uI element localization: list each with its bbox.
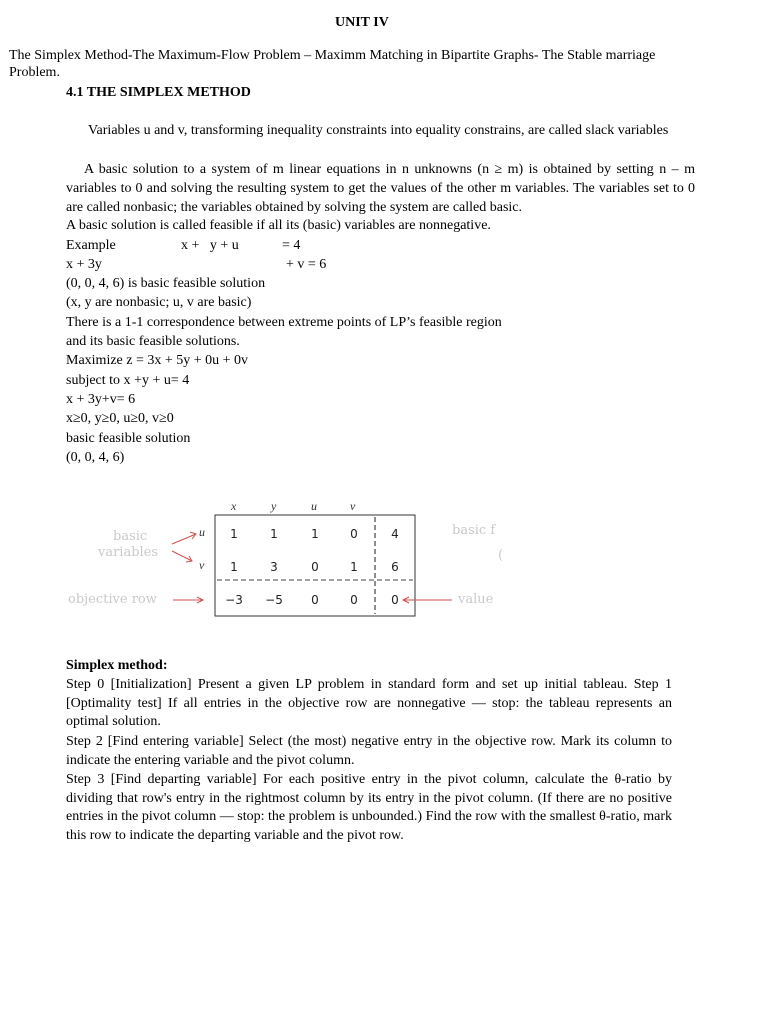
simplex-tableau-figure [60,496,510,621]
cell-obj-x: −3 [225,593,243,607]
paragraph-feasible: A basic solution is called feasible if all its (basic) variables are nonnegative. [66,218,491,233]
example-correspondence-2: and its basic feasible solutions. [66,334,240,349]
intro-paragraph: The Simplex Method-The Maximum-Flow Problem – Maximm Matching in Bipartite Graphs- The Stable marriage Problem. [9,48,656,80]
annotation-variables: variables [98,545,159,560]
example-constraint-2: x + 3y+v= 6 [66,392,136,407]
example-label: Example [66,238,116,253]
row-label-u: u [199,525,205,539]
cell-r1-rhs: 4 [391,527,399,541]
example-eq1-rhs: = 4 [282,238,301,253]
annotation-basic-feasible: basic f [452,523,496,538]
col-header-y: y [271,499,277,513]
example-nonnegativity: x≥0, y≥0, u≥0, v≥0 [66,411,174,426]
annotation-value: value [458,592,494,607]
cell-obj-u: 0 [311,593,319,607]
example-objective: Maximize z = 3x + 5y + 0u + 0v [66,353,249,368]
simplex-heading: Simplex method: [66,658,168,673]
simplex-step-2: Step 2 [Find entering variable] Select (the most) negative entry in the objective row. Mark its column to indicate the entering variable and the pivot column. [66,734,672,768]
cell-obj-v: 0 [350,593,358,607]
cell-r2-v: 1 [350,560,358,574]
col-header-x: x [231,499,237,513]
row-label-v: v [199,558,205,572]
example-correspondence-1: There is a 1-1 correspondence between extreme points of LP’s feasible region [66,315,502,330]
col-header-v: v [350,499,356,513]
cell-r2-x: 1 [230,560,238,574]
example-bfs-value: (0, 0, 4, 6) [66,450,125,465]
cell-r1-u: 1 [311,527,319,541]
cell-obj-y: −5 [265,593,283,607]
paragraph-basic-solution: A basic solution to a system of m linear equations in n unknowns (n ≥ m) is obtained by setting n – m variables to 0 and solving the resulting system to get the values of the other m variables. The variables set to 0 are called nonbasic; the variables obtained by solving the system are called basic. [66,162,695,215]
example-bfs: (0, 0, 4, 6) is basic feasible solution [66,276,266,291]
example-bfs-label: basic feasible solution [66,431,191,446]
unit-title: UNIT IV [335,15,389,30]
simplex-step-0-1: Step 0 [Initialization] Present a given LP problem in standard form and set up initial tableau. Step 1 [Optimality test] If all entries in the objective row are nonnegative — stop: the tableau represents an optimal solution. [66,677,672,729]
paragraph-slack: Variables u and v, transforming inequality constraints into equality constrains, are called slack variables [88,123,669,138]
cell-r1-y: 1 [270,527,278,541]
annotation-basic: basic [113,529,148,544]
example-constraint-1: subject to x +y + u= 4 [66,373,190,388]
annotation-objective-row: objective row [68,592,157,607]
cell-r1-x: 1 [230,527,238,541]
annotation-paren: ( [498,548,504,563]
example-eq2-rhs: + v = 6 [286,257,327,272]
cell-r1-v: 0 [350,527,358,541]
simplex-step-3: Step 3 [Find departing variable] For each positive entry in the pivot column, calculate the θ-ratio by dividing that row's entry in the rightmost column by its entry in the pivot column. (If there are no positive entries in the pivot column — stop: the problem is unbounded.) Find the row with the smallest θ-ratio, mark this row to indicate the departing variable and the pivot row. [66,772,672,843]
section-title: 4.1 THE SIMPLEX METHOD [66,85,251,100]
cell-r2-u: 0 [311,560,319,574]
cell-r2-y: 3 [270,560,278,574]
cell-obj-rhs: 0 [391,593,399,607]
cell-r2-rhs: 6 [391,560,399,574]
col-header-u: u [311,499,317,513]
example-bfs-note: (x, y are nonbasic; u, v are basic) [66,295,252,310]
example-eq2-lhs: x + 3y [66,257,102,272]
example-eq1: x + y + u [181,238,239,253]
